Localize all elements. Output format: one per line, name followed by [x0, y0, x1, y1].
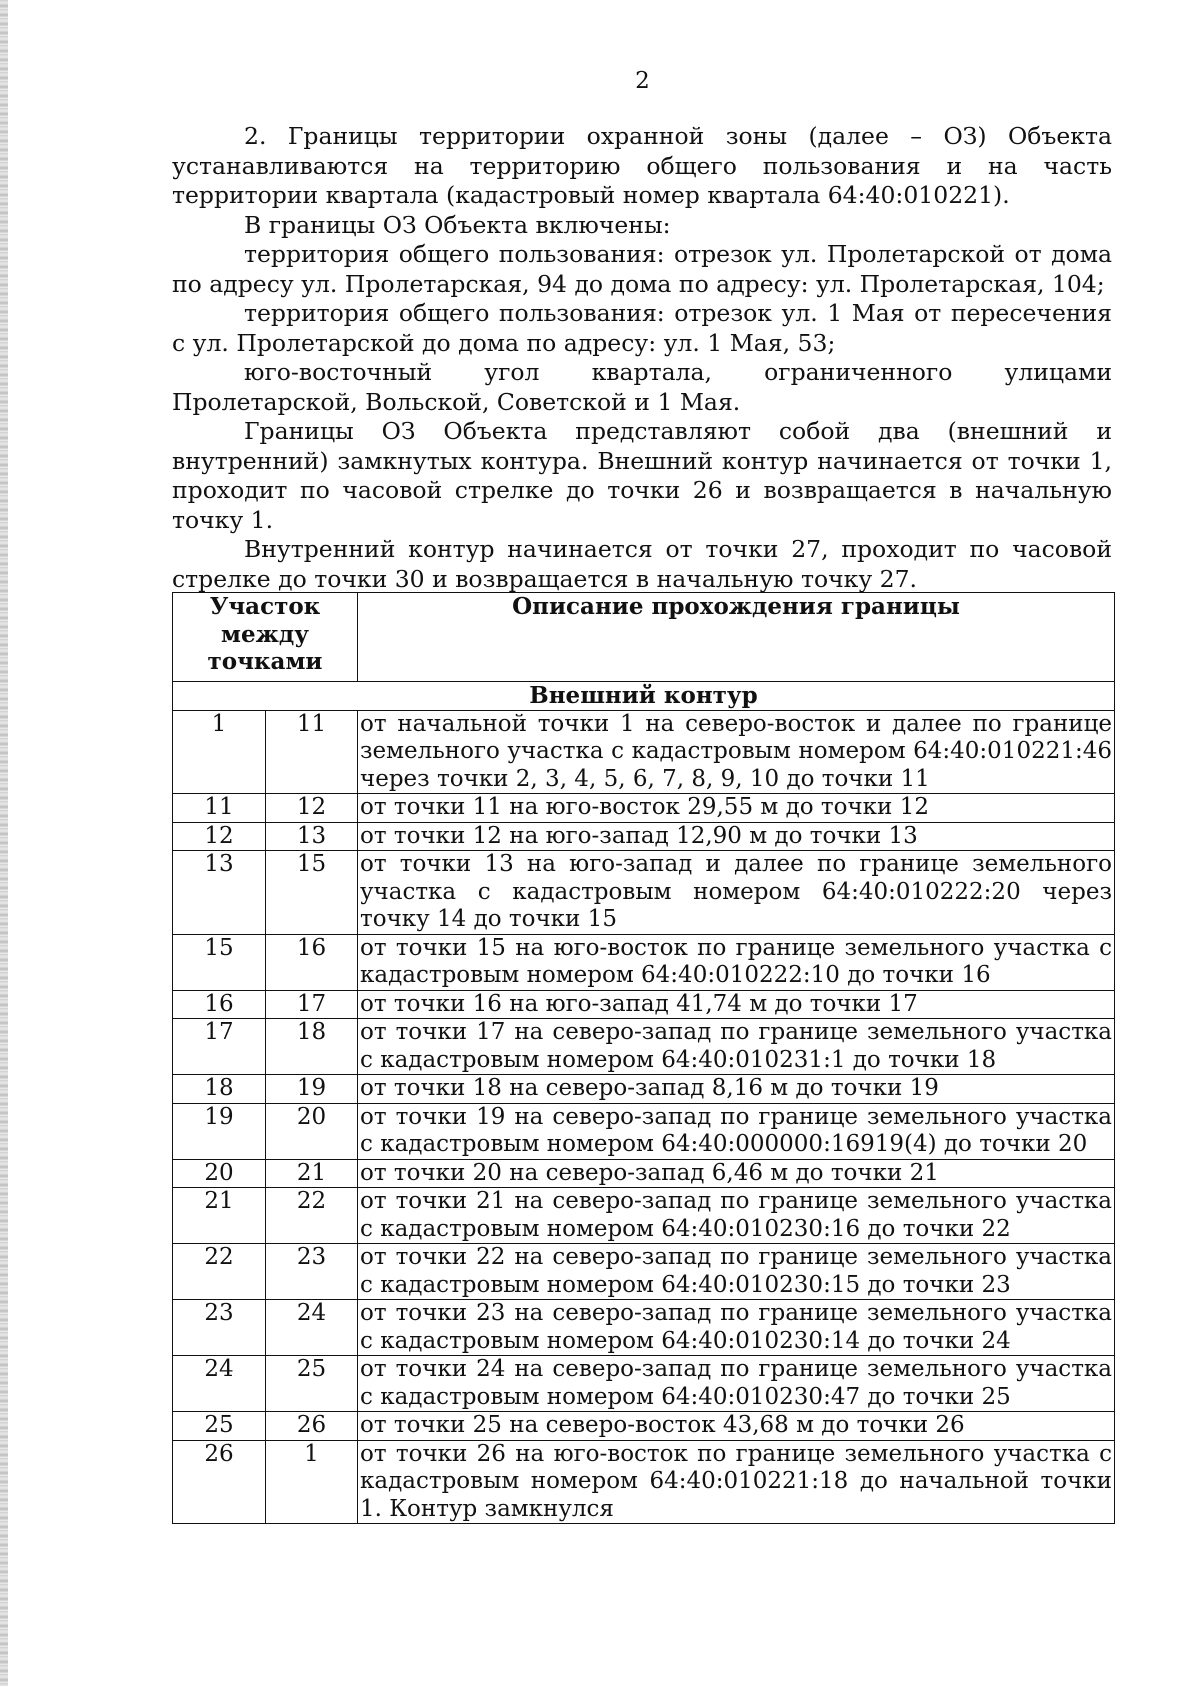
table-row	[173, 1412, 1115, 1441]
point-from: 21	[173, 1188, 266, 1244]
paragraph-corner: юго-восточный угол квартала, ограниченного улицами Пролетарской, Вольской, Советской и 1 Мая.	[172, 358, 1112, 416]
table-row	[173, 1244, 1115, 1300]
header-segment: Участок между точками	[173, 593, 358, 682]
segment-description: от точки 23 на северо-запад по границе земельного участка с кадастровым номером 64:40:010230:14 до точки 24	[358, 1300, 1115, 1356]
boundary-table	[172, 592, 1115, 1524]
segment-description: от начальной точки 1 на северо-восток и далее по границе земельного участка с кадастровым номером 64:40:010221:46 через точки 2, 3, 4, 5, 6, 7, 8, 9, 10 до точки 11	[358, 710, 1115, 794]
point-to: 13	[266, 822, 358, 851]
point-to: 19	[266, 1075, 358, 1104]
point-from: 15	[173, 934, 266, 990]
point-from: 23	[173, 1300, 266, 1356]
point-to: 24	[266, 1300, 358, 1356]
point-to: 18	[266, 1019, 358, 1075]
paragraph-1-maya: территория общего пользования: отрезок ул. 1 Мая от пересечения с ул. Пролетарской до дома по адресу: ул. 1 Мая, 53;	[172, 299, 1112, 357]
segment-description: от точки 13 на юго-запад и далее по границе земельного участка с кадастровым номером 64:40:010222:20 через точку 14 до точки 15	[358, 851, 1115, 935]
point-from: 11	[173, 794, 266, 823]
table-body	[173, 682, 1115, 1524]
table-row	[173, 1019, 1115, 1075]
header-description: Описание прохождения границы	[358, 593, 1115, 682]
point-from: 24	[173, 1356, 266, 1412]
segment-description: от точки 17 на северо-запад по границе земельного участка с кадастровым номером 64:40:010231:1 до точки 18	[358, 1019, 1115, 1075]
point-to: 23	[266, 1244, 358, 1300]
segment-description: от точки 16 на юго-запад 41,74 м до точки 17	[358, 990, 1115, 1019]
table-row	[173, 1440, 1115, 1524]
table-row	[173, 990, 1115, 1019]
table-row	[173, 1103, 1115, 1159]
table-row	[173, 822, 1115, 851]
point-to: 11	[266, 710, 358, 794]
section-row	[173, 682, 1115, 711]
segment-description: от точки 22 на северо-запад по границе земельного участка с кадастровым номером 64:40:010230:15 до точки 23	[358, 1244, 1115, 1300]
boundary-table-wrap	[172, 592, 1114, 1524]
paragraph-boundaries: 2. Границы территории охранной зоны (далее – ОЗ) Объекта устанавливаются на территорию общего пользования и на часть территории квартала (кадастровый номер квартала 64:40:010221).	[172, 122, 1112, 209]
point-to: 15	[266, 851, 358, 935]
point-from: 12	[173, 822, 266, 851]
table-row	[173, 1075, 1115, 1104]
segment-description: от точки 26 на юго-восток по границе земельного участка с кадастровым номером 64:40:010221:18 до начальной точки 1. Контур замкнулся	[358, 1440, 1115, 1524]
point-to: 1	[266, 1440, 358, 1524]
table-row	[173, 851, 1115, 935]
segment-description: от точки 12 на юго-запад 12,90 м до точки 13	[358, 822, 1115, 851]
table-row	[173, 710, 1115, 794]
point-to: 25	[266, 1356, 358, 1412]
segment-description: от точки 15 на юго-восток по границе земельного участка с кадастровым номером 64:40:010222:10 до точки 16	[358, 934, 1115, 990]
table-row	[173, 1300, 1115, 1356]
point-from: 20	[173, 1159, 266, 1188]
point-from: 25	[173, 1412, 266, 1441]
point-from: 13	[173, 851, 266, 935]
page-number: 2	[635, 68, 650, 94]
point-from: 16	[173, 990, 266, 1019]
paragraph-inner-contour: Внутренний контур начинается от точки 27, проходит по часовой стрелке до точки 30 и возвращается в начальную точку 27.	[172, 535, 1112, 593]
table-row	[173, 794, 1115, 823]
body-text	[172, 122, 1112, 594]
point-to: 17	[266, 990, 358, 1019]
paragraph-contours: Границы ОЗ Объекта представляют собой два (внешний и внутренний) замкнутых контура. Внешний контур начинается от точки 1, проходит по часовой стрелке до точки 26 и возвращается в начальную точку 1.	[172, 417, 1112, 534]
table-row	[173, 934, 1115, 990]
paragraph-proletarskaya: территория общего пользования: отрезок ул. Пролетарской от дома по адресу ул. Пролетарская, 94 до дома по адресу: ул. Пролетарская, 104;	[172, 240, 1112, 298]
point-to: 20	[266, 1103, 358, 1159]
point-to: 12	[266, 794, 358, 823]
table-row	[173, 1188, 1115, 1244]
point-from: 26	[173, 1440, 266, 1524]
point-from: 18	[173, 1075, 266, 1104]
point-from: 22	[173, 1244, 266, 1300]
table-row	[173, 1356, 1115, 1412]
segment-description: от точки 21 на северо-запад по границе земельного участка с кадастровым номером 64:40:010230:16 до точки 22	[358, 1188, 1115, 1244]
point-from: 19	[173, 1103, 266, 1159]
section-title: Внешний контур	[173, 682, 1115, 711]
point-to: 26	[266, 1412, 358, 1441]
point-to: 16	[266, 934, 358, 990]
paragraph-included: В границы ОЗ Объекта включены:	[244, 210, 671, 239]
table-header-row	[173, 593, 1115, 682]
point-to: 22	[266, 1188, 358, 1244]
point-from: 17	[173, 1019, 266, 1075]
segment-description: от точки 20 на северо-запад 6,46 м до точки 21	[358, 1159, 1115, 1188]
segment-description: от точки 19 на северо-запад по границе земельного участка с кадастровым номером 64:40:000000:16919(4) до точки 20	[358, 1103, 1115, 1159]
segment-description: от точки 11 на юго-восток 29,55 м до точки 12	[358, 794, 1115, 823]
segment-description: от точки 25 на северо-восток 43,68 м до точки 26	[358, 1412, 1115, 1441]
table-row	[173, 1159, 1115, 1188]
point-to: 21	[266, 1159, 358, 1188]
segment-description: от точки 24 на северо-запад по границе земельного участка с кадастровым номером 64:40:010230:47 до точки 25	[358, 1356, 1115, 1412]
segment-description: от точки 18 на северо-запад 8,16 м до точки 19	[358, 1075, 1115, 1104]
point-from: 1	[173, 710, 266, 794]
scan-edge	[0, 0, 8, 1686]
